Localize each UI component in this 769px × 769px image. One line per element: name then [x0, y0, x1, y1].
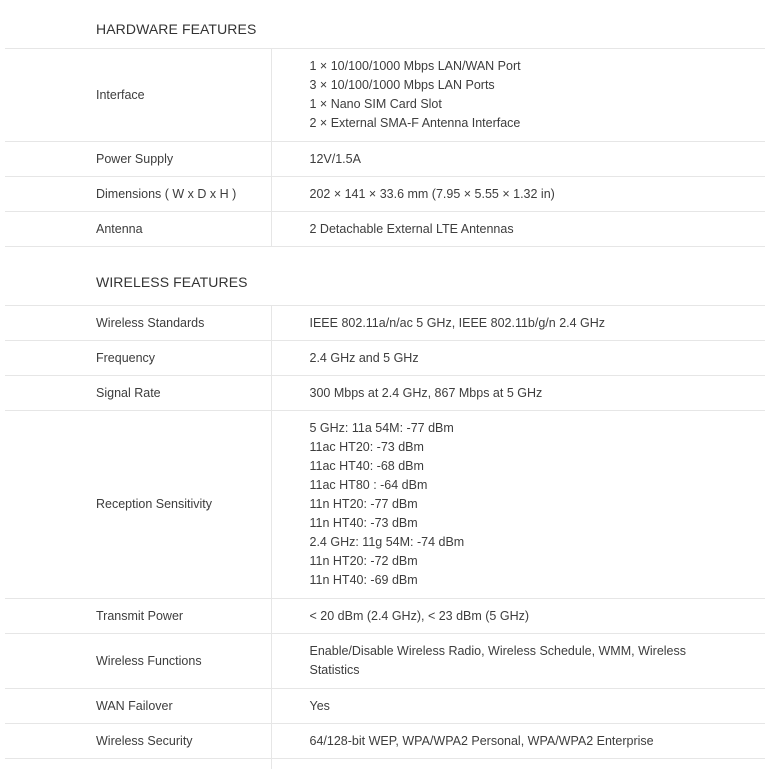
table-row — [5, 177, 765, 212]
spec-value-line: 2.4 GHz and 5 GHz — [309, 350, 419, 365]
spec-label: Frequency — [5, 341, 271, 376]
spec-table — [5, 48, 765, 247]
spec-label: Wireless Security — [5, 724, 271, 759]
table-row — [5, 212, 765, 247]
table-row — [5, 306, 765, 341]
spec-value-line: IEEE 802.11a/n/ac 5 GHz, IEEE 802.11b/g/n 2.4 GHz — [309, 315, 606, 330]
section-title: WIRELESS FEATURES — [96, 274, 248, 290]
spec-value-line: 64/128-bit WEP, WPA/WPA2 Personal, WPA/WPA2 Enterprise — [309, 733, 654, 748]
spec-value — [271, 689, 765, 724]
spec-label: Interface — [5, 49, 271, 142]
spec-value-line: 300 Mbps at 2.4 GHz, 867 Mbps at 5 GHz — [309, 385, 543, 400]
spec-value-line: 5 GHz: 11a 54M: -77 dBm — [309, 421, 454, 435]
spec-value-line: 202 × 141 × 33.6 mm (7.95 × 5.55 × 1.32 in) — [309, 186, 555, 201]
table-row — [5, 142, 765, 177]
spec-value — [271, 177, 765, 212]
spec-value-line: 11ac HT40: -68 dBm — [309, 459, 424, 473]
spec-label: Antenna — [5, 212, 271, 247]
spec-label: Wireless Functions — [5, 634, 271, 689]
table-row — [5, 634, 765, 689]
spec-value-line: 1 × 10/100/1000 Mbps LAN/WAN Port — [309, 59, 521, 73]
table-row — [5, 689, 765, 724]
spec-value-line: 11n HT20: -72 dBm — [309, 554, 418, 568]
spec-value-line: 11n HT20: -77 dBm — [309, 497, 418, 511]
spec-value — [271, 376, 765, 411]
spec-value — [271, 142, 765, 177]
spec-label: Dimensions ( W x D x H ) — [5, 177, 271, 212]
spec-value-line: Yes — [309, 698, 330, 713]
table-row — [5, 724, 765, 759]
spec-label: Transmit Power — [5, 599, 271, 634]
spec-label: Power Supply — [5, 142, 271, 177]
spec-value — [271, 759, 765, 769]
spec-value — [271, 212, 765, 247]
spec-value-line: 2 × External SMA-F Antenna Interface — [309, 116, 521, 130]
spec-value — [271, 411, 765, 599]
spec-value-line: 3 × 10/100/1000 Mbps LAN Ports — [309, 78, 495, 92]
spec-label: Signal Rate — [5, 376, 271, 411]
spec-value-line: 12V/1.5A — [309, 151, 361, 166]
spec-value-line: 2 Detachable External LTE Antennas — [309, 221, 514, 236]
spec-value — [271, 634, 765, 689]
spec-value-line: 1 × Nano SIM Card Slot — [309, 97, 442, 111]
spec-value-line: 11n HT40: -69 dBm — [309, 573, 418, 587]
spec-value — [271, 724, 765, 759]
spec-value-line: 11ac HT20: -73 dBm — [309, 440, 424, 454]
spec-value — [271, 341, 765, 376]
spec-value-line: Enable/Disable Wireless Radio, Wireless Schedule, WMM, Wireless Statistics — [309, 644, 687, 677]
spec-label: Wireless Standards — [5, 306, 271, 341]
spec-value-line: 2.4 GHz: 11g 54M: -74 dBm — [309, 535, 465, 549]
table-row — [5, 411, 765, 599]
section-title: HARDWARE FEATURES — [96, 21, 257, 37]
spec-value-line: < 20 dBm (2.4 GHz), < 23 dBm (5 GHz) — [309, 608, 530, 623]
spec-value — [271, 599, 765, 634]
spec-value — [271, 49, 765, 142]
section-spacer — [0, 247, 769, 259]
table-row — [5, 376, 765, 411]
spec-value-line: 11n HT40: -73 dBm — [309, 516, 418, 530]
spec-label: WAN Failover — [5, 689, 271, 724]
table-row — [5, 599, 765, 634]
spec-table — [5, 305, 765, 769]
spec-label: Reception Sensitivity — [5, 411, 271, 599]
table-row — [5, 341, 765, 376]
spec-value — [271, 306, 765, 341]
spec-label — [5, 759, 271, 769]
table-row — [5, 49, 765, 142]
spec-value-line: 11ac HT80 : -64 dBm — [309, 478, 428, 492]
table-row — [5, 759, 765, 769]
